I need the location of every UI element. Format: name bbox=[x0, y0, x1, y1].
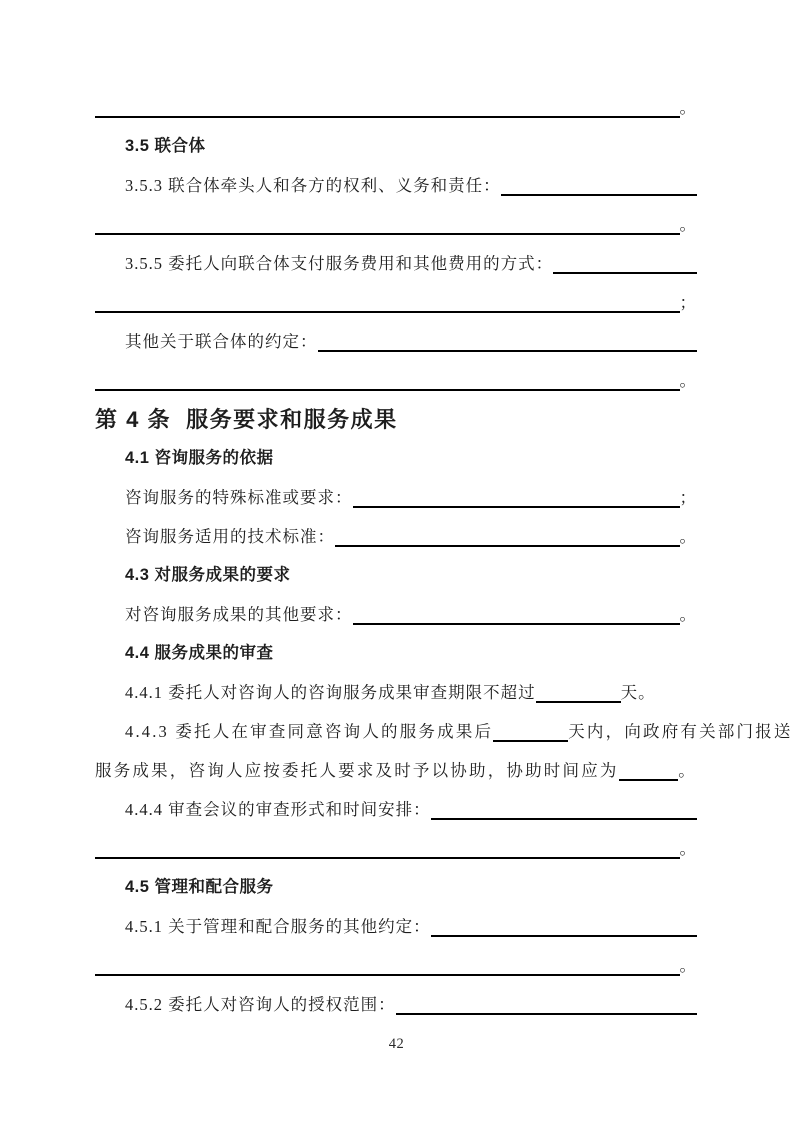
form-line-4-5-2 bbox=[95, 985, 697, 1024]
line-terminator: 。 bbox=[678, 761, 697, 780]
line-terminator: 。 bbox=[679, 605, 697, 624]
form-line-4-5-1 bbox=[95, 907, 697, 946]
fill-in-blank bbox=[95, 116, 680, 118]
form-line-4-1-tech bbox=[95, 517, 697, 556]
line-terminator: 。 bbox=[679, 98, 697, 117]
form-line-3-5-3 bbox=[95, 166, 697, 205]
blank-continuation-line bbox=[95, 283, 697, 322]
fill-in-blank bbox=[95, 974, 680, 976]
fill-in-blank bbox=[501, 194, 697, 196]
fill-in-blank bbox=[95, 389, 680, 391]
fill-in-blank bbox=[95, 233, 680, 235]
line-terminator: 。 bbox=[679, 956, 697, 975]
page-number: 42 bbox=[388, 1036, 405, 1052]
line-terminator: 。 bbox=[679, 527, 697, 546]
section-heading-4-3: 4.3 对服务成果的要求 bbox=[125, 566, 291, 584]
line-terminator: 。 bbox=[679, 839, 697, 858]
fill-in-blank bbox=[95, 311, 680, 313]
field-label: 3.5.3 联合体牵头人和各方的权利、义务和责任： bbox=[125, 176, 501, 195]
line-terminator: ； bbox=[679, 488, 697, 507]
field-label-tail: 天内，向政府有关部门报送 bbox=[568, 722, 793, 741]
fill-in-blank bbox=[318, 350, 698, 352]
fill-in-blank bbox=[431, 935, 697, 937]
line-terminator: 。 bbox=[679, 215, 697, 234]
field-label: 4.5.1 关于管理和配合服务的其他约定： bbox=[125, 917, 431, 936]
section-heading-4-5: 4.5 管理和配合服务 bbox=[125, 878, 274, 896]
field-label: 4.4.1 委托人对咨询人的咨询服务成果审查期限不超过 bbox=[125, 683, 536, 702]
clause-heading-4: 第 4 条 服务要求和服务成果 bbox=[95, 407, 398, 432]
form-line-4-4-4 bbox=[95, 790, 697, 829]
form-line-4-1-special bbox=[95, 478, 697, 517]
fill-in-blank bbox=[353, 623, 680, 625]
section-heading-3-5: 3.5 联合体 bbox=[125, 137, 206, 155]
field-label: 4.5.2 委托人对咨询人的授权范围： bbox=[125, 995, 396, 1014]
blank-continuation-line bbox=[95, 205, 697, 244]
blank-continuation-line bbox=[95, 88, 697, 127]
fill-in-blank bbox=[353, 506, 680, 508]
field-label: 4.4.4 审查会议的审查形式和时间安排： bbox=[125, 800, 431, 819]
form-line-jv-other bbox=[95, 322, 697, 361]
field-label: 其他关于联合体的约定： bbox=[125, 332, 318, 351]
fill-in-blank bbox=[335, 545, 680, 547]
fill-in-blank bbox=[431, 818, 697, 820]
fill-in-blank bbox=[619, 779, 679, 781]
fill-in-blank bbox=[396, 1013, 697, 1015]
field-label: 咨询服务适用的技术标准： bbox=[125, 527, 335, 546]
line-terminator: ； bbox=[679, 293, 697, 312]
fill-in-blank bbox=[493, 740, 568, 742]
field-label: 咨询服务的特殊标准或要求： bbox=[125, 488, 353, 507]
form-line-4-4-3-line2 bbox=[95, 751, 697, 790]
field-label: 对咨询服务成果的其他要求： bbox=[125, 605, 353, 624]
form-line-4-4-3-line1 bbox=[95, 712, 793, 751]
field-label: 服务成果，咨询人应按委托人要求及时予以协助，协助时间应为 bbox=[95, 761, 619, 780]
form-line-4-4-1 bbox=[95, 673, 697, 712]
form-line-4-3-other bbox=[95, 595, 697, 634]
fill-in-blank bbox=[536, 701, 621, 703]
line-terminator: 。 bbox=[679, 371, 697, 390]
section-heading-4-1: 4.1 咨询服务的依据 bbox=[125, 449, 274, 467]
section-heading-4-4: 4.4 服务成果的审查 bbox=[125, 644, 274, 662]
form-line-3-5-5 bbox=[95, 244, 697, 283]
fill-in-blank bbox=[95, 857, 680, 859]
field-label: 4.4.3 委托人在审查同意咨询人的服务成果后 bbox=[125, 722, 494, 741]
field-label: 3.5.5 委托人向联合体支付服务费用和其他费用的方式： bbox=[125, 254, 554, 273]
blank-continuation-line bbox=[95, 946, 697, 985]
fill-in-blank bbox=[553, 272, 697, 274]
field-label-tail: 天。 bbox=[620, 683, 656, 702]
blank-continuation-line bbox=[95, 361, 697, 400]
blank-continuation-line bbox=[95, 829, 697, 868]
